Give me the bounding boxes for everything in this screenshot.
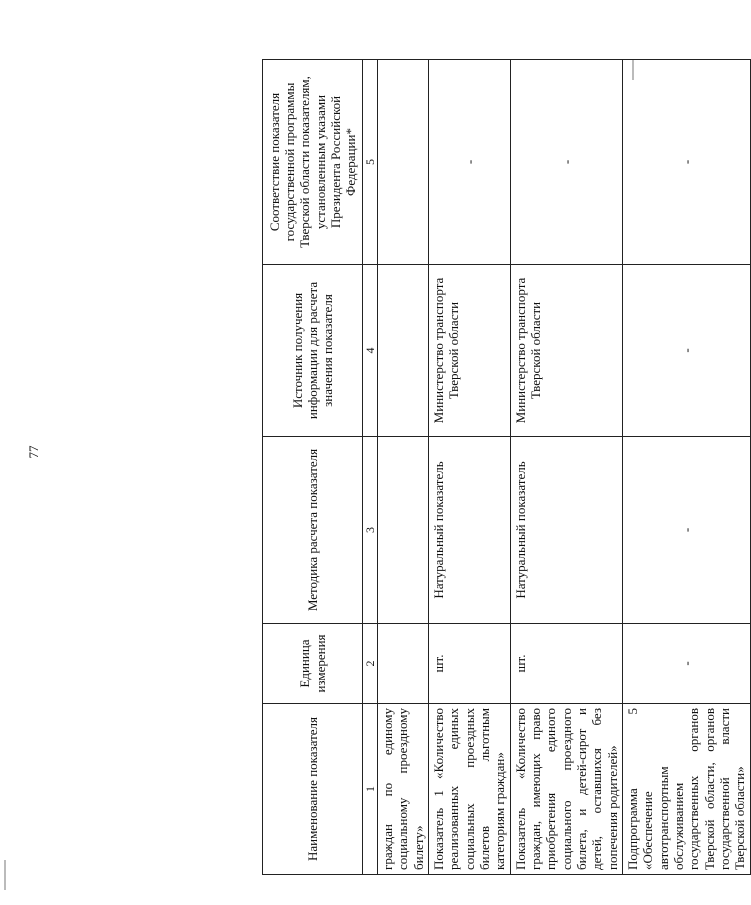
table-row xyxy=(429,60,511,875)
header-source: Источник получения информации для расчета значения показателя xyxy=(263,265,363,437)
indicators-table xyxy=(262,59,751,875)
indicator-source: - xyxy=(623,265,751,437)
indicator-match: - xyxy=(429,60,511,265)
table-row xyxy=(378,60,429,875)
column-number: 1 xyxy=(363,704,378,875)
indicator-match: - xyxy=(510,60,622,265)
header-unit: Единица измерения xyxy=(263,624,363,704)
indicator-source: Министерство транспорта Тверской области xyxy=(429,265,511,437)
indicator-name: Показатель 1 «Количество реализованных единых социальных проездных билетов льготным категориям граждан» xyxy=(429,704,511,875)
indicator-match xyxy=(378,60,429,265)
indicator-method: Натуральный показатель xyxy=(510,437,622,624)
column-number: 2 xyxy=(363,624,378,704)
column-number: 5 xyxy=(363,60,378,265)
indicator-method: - xyxy=(623,437,751,624)
header-method: Методика расчета показателя xyxy=(263,437,363,624)
header-row xyxy=(263,60,363,875)
table-row xyxy=(510,60,622,875)
indicator-name: граждан по единому социальному проездному билету» xyxy=(378,704,429,875)
indicator-name: Подпрограмма 5 «Обеспечение автотранспортным обслуживанием государственных органов Тверской области, органов государственной власти Тверской области» xyxy=(623,704,751,875)
column-number: 3 xyxy=(363,437,378,624)
indicator-match: - xyxy=(623,60,751,265)
rotated-table-container xyxy=(262,60,748,875)
indicator-source: Министерство транспорта Тверской области xyxy=(510,265,622,437)
indicator-name: Показатель «Количество граждан, имеющих право приобретения единого социального проездного билета, и детей-сирот и детей, оставшихся без попечения родителей» xyxy=(510,704,622,875)
indicator-unit: шт. xyxy=(510,624,622,704)
column-number-row xyxy=(363,60,378,875)
table-row xyxy=(623,60,751,875)
column-number: 4 xyxy=(363,265,378,437)
header-match: Соответствие показателя государственной программы Тверской области показателям, установленным указами Президента Российской Федерации* xyxy=(263,60,363,265)
scan-mark xyxy=(4,860,6,890)
page-number: 77 xyxy=(26,445,41,459)
scan-mark xyxy=(632,60,634,80)
indicator-method xyxy=(378,437,429,624)
indicator-unit xyxy=(378,624,429,704)
indicator-unit: - xyxy=(623,624,751,704)
header-name: Наименование показателя xyxy=(263,704,363,875)
indicator-unit: шт. xyxy=(429,624,511,704)
indicator-method: Натуральный показатель xyxy=(429,437,511,624)
indicator-source xyxy=(378,265,429,437)
